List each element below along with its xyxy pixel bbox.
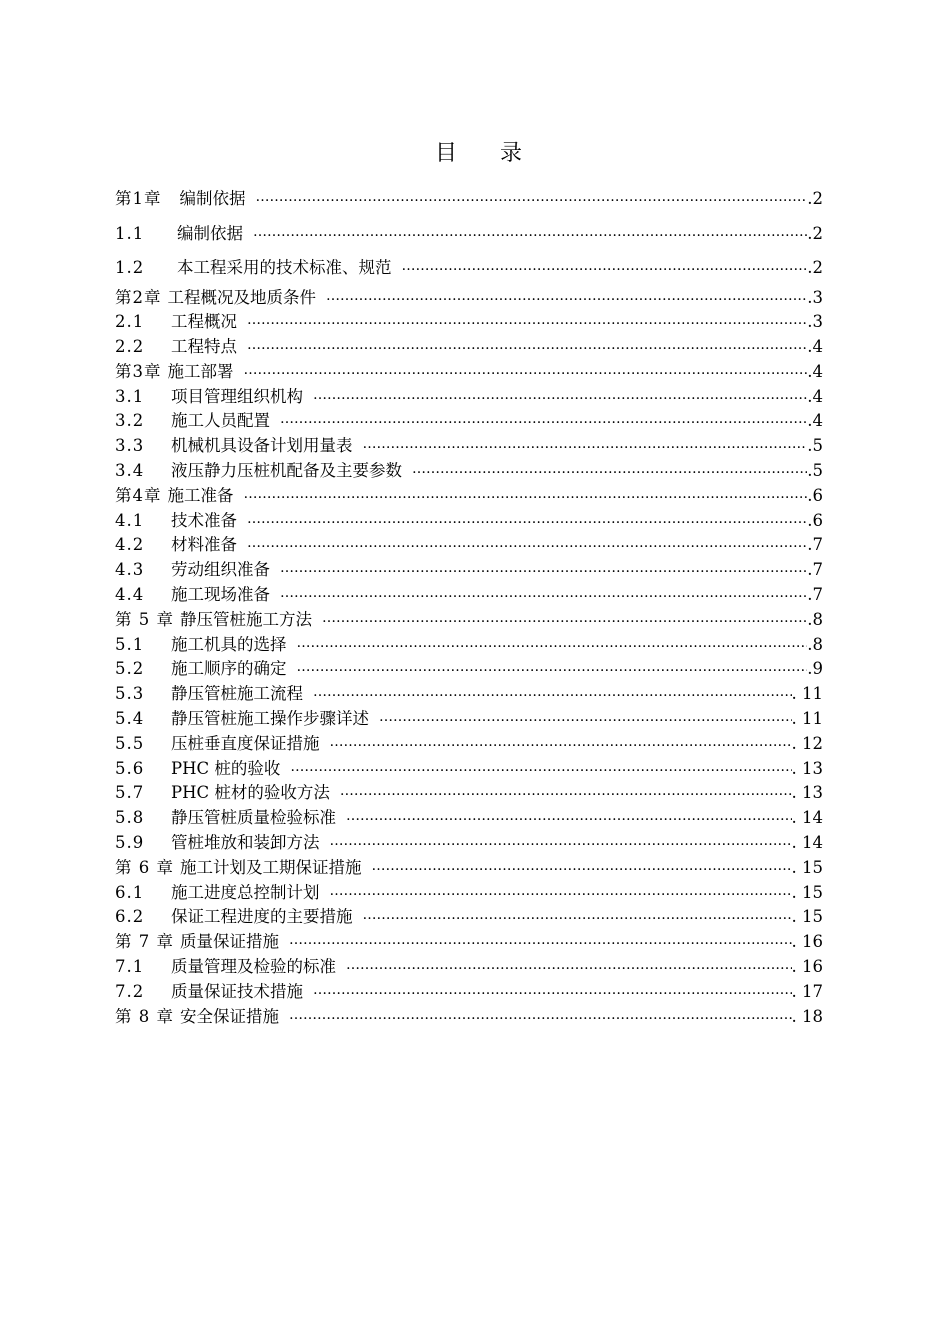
toc-entry-number: 5.2 <box>115 659 145 679</box>
toc-entry[interactable] <box>115 707 823 732</box>
toc-entry-title: 施工人员配置 <box>171 411 270 431</box>
toc-entry[interactable] <box>115 831 823 856</box>
toc-entry[interactable] <box>115 251 823 286</box>
toc-entry-page: .6 <box>807 510 823 530</box>
toc-entry-number: 6.2 <box>115 907 145 927</box>
toc-entry[interactable] <box>115 757 823 782</box>
toc-entry-title: 施工现场准备 <box>171 585 270 605</box>
toc-entry[interactable] <box>115 360 823 385</box>
toc-dot-leader <box>340 779 792 804</box>
toc-entry-page: .5 <box>807 461 823 481</box>
toc-entry-title: 静压管桩施工方法 <box>180 609 312 629</box>
toc-dot-leader <box>297 631 808 656</box>
toc-entry-title: 机械机具设备计划用量表 <box>171 436 353 456</box>
toc-entry-number: 第 6 章 <box>115 857 174 877</box>
toc-entry[interactable] <box>115 806 823 831</box>
toc-entry-page: . 12 <box>791 733 823 753</box>
toc-entry-title: 施工准备 <box>167 485 234 505</box>
toc-entry-title: 静压管桩质量检验标准 <box>171 808 336 828</box>
toc-entry-page: .4 <box>807 411 823 431</box>
toc-entry-number: 1.1 <box>115 223 145 243</box>
toc-entry[interactable] <box>115 459 823 484</box>
toc-dot-leader <box>280 556 807 581</box>
toc-entry-title: 质量管理及检验的标准 <box>171 957 336 977</box>
toc-entry-page: . 11 <box>791 684 823 704</box>
toc-entry-page: .8 <box>807 609 823 629</box>
toc-entry-title: 质量保证措施 <box>180 932 279 952</box>
toc-entry-title: 施工计划及工期保证措施 <box>180 857 362 877</box>
toc-entry-title: 施工机具的选择 <box>171 634 287 654</box>
toc-entry-title: 压桩垂直度保证措施 <box>171 733 320 753</box>
toc-dot-leader <box>363 903 792 928</box>
toc-dot-leader <box>346 804 792 829</box>
toc-entry-number: 2.2 <box>115 337 145 357</box>
toc-dot-leader <box>253 215 807 250</box>
toc-entry-title: 静压管桩施工操作步骤详述 <box>171 709 369 729</box>
toc-entry-title: 液压静力压桩机配备及主要参数 <box>171 461 402 481</box>
toc-dot-leader <box>330 829 792 854</box>
toc-entry-number: 7.1 <box>115 957 145 977</box>
toc-entry-title: 施工顺序的确定 <box>171 659 287 679</box>
toc-entry[interactable] <box>115 955 823 980</box>
toc-entry-number: 第 7 章 <box>115 932 174 952</box>
toc-entry-number: 5.7 <box>115 783 145 803</box>
toc-entry-page: . 16 <box>791 957 823 977</box>
toc-dot-leader <box>289 1003 792 1028</box>
toc-dot-leader <box>326 284 807 309</box>
toc-dot-leader <box>379 705 792 730</box>
toc-entry-number: 4.3 <box>115 560 145 580</box>
toc-entry[interactable] <box>115 434 823 459</box>
toc-entry[interactable] <box>115 1005 823 1030</box>
toc-entry-page: . 15 <box>791 857 823 877</box>
toc-entry-number: 4.2 <box>115 535 145 555</box>
toc-entry-page: .4 <box>807 386 823 406</box>
toc-entry[interactable] <box>115 484 823 509</box>
toc-entry[interactable] <box>115 905 823 930</box>
toc-dot-leader <box>280 581 807 606</box>
toc-dot-leader <box>330 879 792 904</box>
toc-entry-page: .7 <box>807 535 823 555</box>
toc-entry-number: 3.4 <box>115 461 145 481</box>
toc-dot-leader <box>313 978 792 1003</box>
toc-entry-number: 6.1 <box>115 882 145 902</box>
toc-entry-page: . 15 <box>791 882 823 902</box>
toc-entry-number: 第1章 <box>115 189 162 208</box>
toc-entry-number: 第 8 章 <box>115 1006 174 1026</box>
toc-entry-page: .2 <box>807 223 823 243</box>
toc-entry-number: 5.1 <box>115 634 145 654</box>
toc-entry-page: .8 <box>807 634 823 654</box>
toc-entry[interactable] <box>115 657 823 682</box>
toc-entry-number: 5.4 <box>115 709 145 729</box>
toc-entry-page: . 11 <box>791 709 823 729</box>
toc-entry-title: 施工部署 <box>167 361 234 381</box>
toc-entry-title: 编制依据 <box>177 223 243 243</box>
toc-entry-number: 2.1 <box>115 312 145 332</box>
toc-entry-title: 劳动组织准备 <box>171 560 270 580</box>
toc-dot-leader <box>322 606 807 631</box>
toc-dot-leader <box>247 308 807 333</box>
toc-dot-leader <box>313 383 807 408</box>
toc-entry-number: 5.5 <box>115 733 145 753</box>
toc-entry[interactable] <box>115 558 823 583</box>
toc-entry-page: .3 <box>807 287 823 307</box>
toc-dot-leader <box>280 407 807 432</box>
toc-entry-number: 5.9 <box>115 833 145 853</box>
toc-entry-number: 3.1 <box>115 386 145 406</box>
toc-entry[interactable] <box>115 633 823 658</box>
toc-entry[interactable] <box>115 310 823 335</box>
toc-dot-leader <box>363 432 808 457</box>
toc-entry[interactable] <box>115 286 823 311</box>
toc-entry-page: . 15 <box>791 907 823 927</box>
toc-entry-page: .2 <box>807 258 823 277</box>
toc-entry[interactable] <box>115 533 823 558</box>
toc-entry-number: 7.2 <box>115 981 145 1001</box>
toc-entry-title: 管桩堆放和装卸方法 <box>171 833 320 853</box>
toc-title: 目 录 <box>435 141 540 166</box>
toc-entry-title: 本工程采用的技术标准、规范 <box>177 258 392 277</box>
toc-entry-title: 保证工程进度的主要措施 <box>171 907 353 927</box>
toc-entry[interactable] <box>115 509 823 534</box>
toc-entry-number: 3.3 <box>115 436 145 456</box>
toc-dot-leader <box>244 482 808 507</box>
toc-entry-title: PHC 桩材的验收方法 <box>171 783 330 803</box>
toc-entry-title: 静压管桩施工流程 <box>171 684 303 704</box>
toc-entry-title: 安全保证措施 <box>180 1006 279 1026</box>
toc-entry-page: .9 <box>807 659 823 679</box>
toc-entry-page: .7 <box>807 560 823 580</box>
toc-entry-number: 第3章 <box>115 361 162 381</box>
toc-entry[interactable] <box>115 182 823 217</box>
toc-entry[interactable] <box>115 608 823 633</box>
toc-dot-leader <box>289 928 792 953</box>
toc-dot-leader <box>297 655 808 680</box>
toc-entry-page: . 13 <box>791 783 823 803</box>
toc-entry-page: . 14 <box>791 808 823 828</box>
toc-entry[interactable] <box>115 385 823 410</box>
toc-dot-leader <box>330 730 792 755</box>
toc-dot-leader <box>247 507 807 532</box>
toc-entry-title: 工程概况 <box>171 312 237 332</box>
toc-entry-title: 项目管理组织机构 <box>171 386 303 406</box>
toc-dot-leader <box>247 531 807 556</box>
toc-dot-leader <box>412 457 807 482</box>
toc-entry-number: 第2章 <box>115 287 162 307</box>
toc-entry-number: 5.3 <box>115 684 145 704</box>
toc-entry[interactable] <box>115 781 823 806</box>
toc-entry-page: .7 <box>807 585 823 605</box>
toc-entry-page: .5 <box>807 436 823 456</box>
toc-entry-page: .3 <box>807 312 823 332</box>
toc-entry-number: 4.4 <box>115 585 145 605</box>
toc-entry-number: 1.2 <box>115 258 145 277</box>
toc-dot-leader <box>244 358 808 383</box>
toc-entry[interactable] <box>115 732 823 757</box>
toc-entry[interactable] <box>115 682 823 707</box>
toc-entry[interactable] <box>115 930 823 955</box>
toc-entry-number: 第4章 <box>115 485 162 505</box>
toc-entry-title: 工程特点 <box>171 337 237 357</box>
toc-entry-number: 3.2 <box>115 411 145 431</box>
toc-dot-leader <box>290 755 791 780</box>
toc-entry-page: .2 <box>807 189 823 208</box>
toc-entry-number: 5.6 <box>115 758 145 778</box>
toc-entry-page: . 18 <box>791 1006 823 1026</box>
toc-entry-title: 材料准备 <box>171 535 237 555</box>
toc-entry-title: 施工进度总控制计划 <box>171 882 320 902</box>
toc-entry[interactable] <box>115 856 823 881</box>
toc-entry-title: PHC 桩的验收 <box>171 758 281 778</box>
toc-entry-title: 工程概况及地质条件 <box>167 287 316 307</box>
toc-entry-number: 第 5 章 <box>115 609 174 629</box>
toc-entry-page: .4 <box>807 361 823 381</box>
toc-list <box>115 182 823 1029</box>
toc-dot-leader <box>402 249 808 284</box>
toc-entry-title: 编制依据 <box>179 189 246 208</box>
toc-dot-leader <box>346 953 792 978</box>
toc-dot-leader <box>313 680 792 705</box>
toc-entry-page: .4 <box>807 337 823 357</box>
toc-entry-page: . 13 <box>791 758 823 778</box>
toc-entry-page: .6 <box>807 485 823 505</box>
toc-dot-leader <box>247 333 807 358</box>
toc-entry[interactable] <box>115 217 823 252</box>
toc-entry-page: . 16 <box>791 932 823 952</box>
toc-entry-number: 4.1 <box>115 510 145 530</box>
toc-entry[interactable] <box>115 583 823 608</box>
toc-entry-title: 技术准备 <box>171 510 237 530</box>
toc-entry-page: . 14 <box>791 833 823 853</box>
toc-entry-number: 5.8 <box>115 808 145 828</box>
toc-dot-leader <box>372 854 792 879</box>
toc-dot-leader <box>256 180 808 215</box>
toc-entry[interactable] <box>115 980 823 1005</box>
toc-entry-title: 质量保证技术措施 <box>171 981 303 1001</box>
toc-entry-page: . 17 <box>791 981 823 1001</box>
toc-entry[interactable] <box>115 335 823 360</box>
toc-entry[interactable] <box>115 881 823 906</box>
toc-entry[interactable] <box>115 409 823 434</box>
